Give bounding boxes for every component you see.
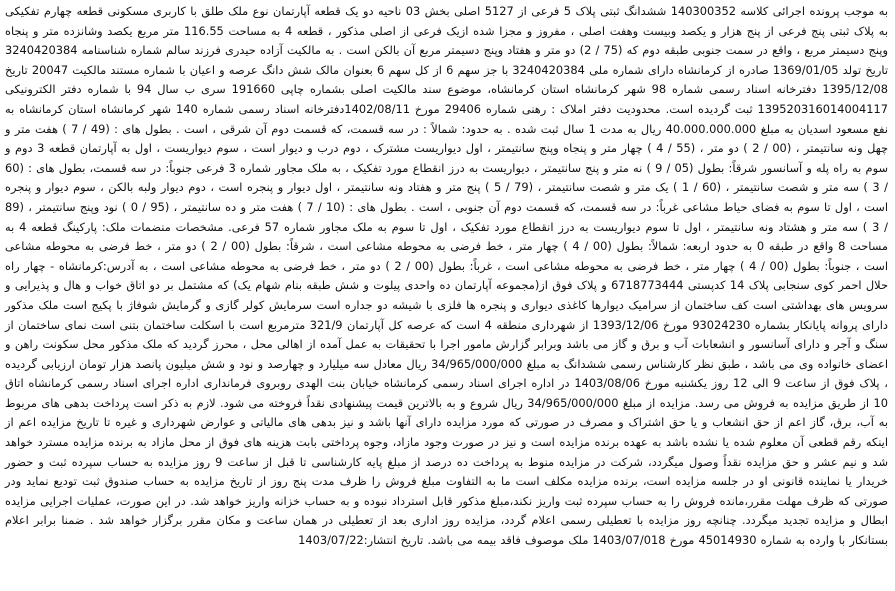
auction-notice-text: به موجب پرونده اجرائی کلاسه 140300352 ششدانگ ثبتی پلاک 5 فرعی از 5127 اصلی بخش 03 ناحیه دو یک قطعه آپارتمان نوع ملک طلق با کاربری مسکونی قطعه چهارم تفکیکی به پلاک ثبتی پنج فرعی از پنج هزار و یکصد وبیست وهفت اصلی ، مفروز و مجزا شده ازیک فرعی از اصلی مذکور ، قطعه 4 به مساحت 116.55 متر مربع یکصد وشانزده متر و پنجاه وپنج دسیمتر مربع ، واقع در سمت جنوبی طبقه دوم که (75 / 2) دو متر و هفتاد وپنج دسیمتر مربع آن بالکن است . به مالکیت آزاده حیدری فرزند سالم شماره شناسنامه 3240420384 تاریخ تولد 1369/01/05 صادره از کرمانشاه دارای شماره ملی 3240420384 با جز سهم 6 از کل سهم 6 بعنوان مالک شش دانگ عرصه و اعیان با شماره مستند مالکیت 20047 تاریخ 1395/12/08 دفترخانه اسناد رسمی شماره 98 شهر کرمانشاه استان کرمانشاه، موضوع سند مالکیت اصلی بشماره چاپی 191660 سری ب سال 94 با شماره دفتر الکترونیکی 139520316014004117 ثبت گردیده است. محدودیت دفتر املاک : رهنی شماره 29406 مورخ 1402/08/11دفترخانه اسناد رسمی شماره 140 شهر کرمانشاه استان کرمانشاه به نفع مسعود اسدیان به مبلغ 40.000.000.000 ریال به مدت 1 سال ثبت شده . به حدود: شمالاً : در سه قسمت، که قسمت دوم آن شرقی ، است . بطول های : (49 / 7 ) هفت متر و چهل ونه سانتیمتر ، (00 / 2 ) دو متر ، (55 / 4 ) چهار متر و پنجاه وپنج سانتیمتر ، اول دیواریست مشترک ، دوم درب و دیوار است ، سوم دیواریست ، اول به آپارتمان قطعه 3 دوم و سوم به راه پله و آسانسور شرقاً: بطول (05 / 9 ) نه متر و پنج سانتیمتر ، دیواریست به درز انقطاع مورد تفکیک ، به ملک مجاور شماره 3 فرعی جنوباً: در سه قسمت، بطول های : (60 / 3 ) سه متر و شصت سانتیمتر ، (60 / 1 ) یک متر و شصت سانتیمتر ، (79 / 5 ) پنج متر و هفتاد ونه سانتیمتر ، اول دیوار و پنجره است ، دوم دیوار ولبه بالکن ، سوم دیوار و پنجره است ، اول تا سوم به فضای حیاط مشاعی غرباً: در سه قسمت، که قسمت دوم آن جنوبی ، است . بطول های : (10 / 7 ) هفت متر و ده سانتیمتر ، (95 / 0 ) نود وپنج سانتیمتر ، (89 / 3 ) سه متر و هشتاد ونه سانتیمتر ، اول تا سوم دیواریست به درز انقطاع مورد تفکیک ، اول تا سوم به ملک مجاور شماره 57 فرعی. مشخصات منضمات ملک: پارکینگ قطعه 4 به مساحت 8 واقع در طبقه 0 به حدود اربعه: شمالاً: بطول (00 / 4 ) چهار متر ، خط فرضی به محوطه مشاعی است ، شرقاً: بطول (00 / 2 ) دو متر ، خط فرضی به محوطه مشاعی است ، جنوباً: بطول (00 / 4 ) چهار متر ، خط فرضی به محوطه مشاعی است ، غرباً: بطول (00 / 2 ) دو متر ، خط فرضی به محوطه مشاعی است ، به آدرس:کرمانشاه - چهار راه حلال احمر کوی سنجابی پلاک 14 کدپستی 6718773444 و پلاک فوق از(مجموعه آپارتمان ده واحدی پیلوت و شش طبقه بنام شهام یک) که مشتمل بر دو اتاق خواب و هال و پذیرایی و سرویس های بهداشتی است کف ساختمان از سرامیک دیوارها کاغذی دیواری و پنجره ها فلزی با شیشه دو جداره است سرمایش کولر گازی و گرمایش شوفاژ با پکیج است ملک مذکور دارای پروانه پایانکار بشماره 93024230 مورخ 1393/12/06 از شهرداری منطقه 4 است که عرصه کل آپارتمان 321/9 مترمربع است با اسکلت ساختمان بتنی است نمای ساختمان از سنگ و آجر و دارای آسانسور و انشعابات آب و برق و گاز می باشد وبرابر گزارش مامور اجرا با تحقیقات به عمل آمده از اهالی محل ، محرز گردید که ملک مذکور محل سکونت راهن و اعضای خانواده وی می باشد ، طبق نظر کارشناس رسمی ششدانگ به مبلغ 34/965/000/000 ریال معادل سه میلیارد و چهارصد و نود و شش میلیون پانصد هزار تومان ارزیابی گردیده ، پلاک فوق از ساعت 9 الی 12 روز یکشنبه مورخ 1403/08/06 در اداره اجرای اسناد رسمی کرمانشاه خیابان بنت الهدی روبروی فرمانداری اداره اجرای اسناد رسمی کرمانشاه اتاق 10 از طریق مزایده به فروش می رسد. مزایده از مبلغ 34/965/000/000 ریال شروع و به بالاترین قیمت پیشنهادی نقداً فروخته می شود. لازم به ذکر است پرداخت بدهی های مربوط به آب، برق، گاز اعم از حق انشعاب و یا حق اشتراک و مصرف در صورتی که مورد مزایده دارای آنها باشد و نیز بدهی های مالیاتی و عوارض شهرداری و غیره تا تاریخ مزایده اعم از اینکه رقم قطعی آن معلوم شده یا نشده باشد به عهده برنده مزایده است و نیز در صورت وجود مازاد، وجوه پرداختی بابت هزینه های فوق از محل مازاد به برنده مزایده مسترد خواهد شد و نیم عشر و حق مزایده نقداً وصول میگردد، شرکت در مزایده منوط به پرداخت ده درصد از مبلغ پایه کارشناسی تا قبل از ساعت 9 روز مزایده به حساب سپرده ثبت و حضور خریدار یا نماینده قانونی او در جلسه مزایده است، برنده مزایده مکلف است ما به التفاوت مبلغ فروش را ظرف مدت پنج روز از تاریخ مزایده به حساب صندوق ثبت تودیع نماید ودر صورتی که ظرف مهلت مقرر،مانده فروش را به حساب سپرده ثبت واریز نکند،مبلغ مذکور قابل استرداد نبوده و به حساب خزانه واریز خواهد شد. در این صورت، عملیات اجرایی مزایده ابطال و مزایده تجدید میگردد. چنانچه روز مزایده با تعطیلی رسمی اعلام گردد، مزایده روز اداری بعد از تعطیلی در همان ساعت و مکان مقرر برگزار خواهد شد . ضمنا برابر اعلام بستانکار با وارده به شماره 45014930 مورخ 1403/07/018 ملک موصوف فاقد بیمه می باشد. تاریخ انتشار:1403/07/22: [5, 4, 889, 548]
